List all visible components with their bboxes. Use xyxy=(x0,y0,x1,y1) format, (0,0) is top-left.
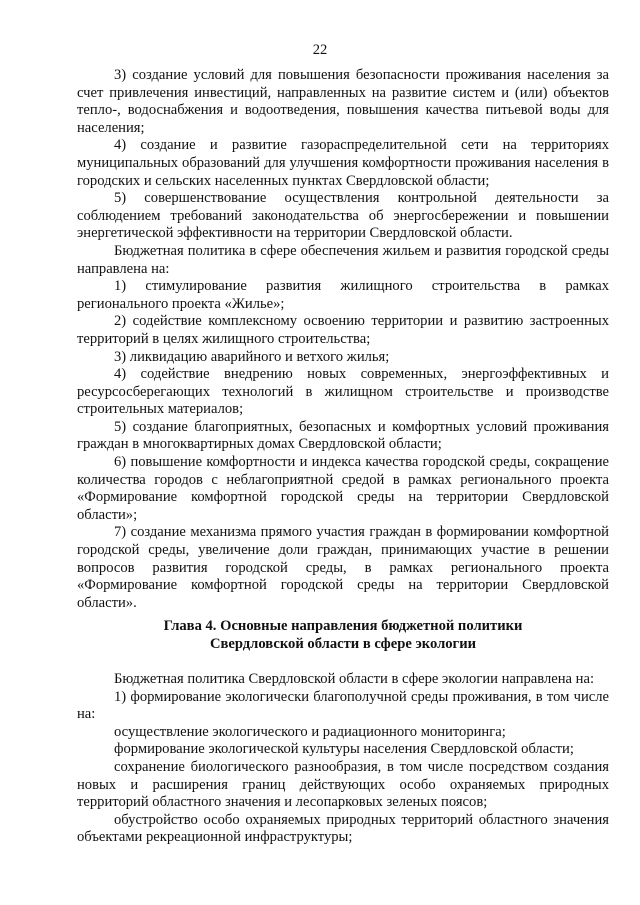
paragraph: 5) совершенствование осуществления контрольной деятельности за соблюдением требований законодательства об энергосбережении и повышении энергетической эффективности на территории Свердловской области. xyxy=(77,190,609,242)
paragraph: формирование экологической культуры населения Свердловской области; xyxy=(114,741,574,758)
paragraph: 1) формирование экологически благополучной среды проживания, в том числе на: xyxy=(77,688,609,723)
paragraph: обустройство особо охраняемых природных территорий областного значения объектами рекреационной инфраструктуры; xyxy=(77,811,609,846)
paragraph: сохранение биологического разнообразия, в том числе посредством создания новых и расширения границ действующих особо охраняемых природных территорий областного значения и лесопарковых зеленых поясов; xyxy=(77,758,609,811)
paragraph: 5) создание благоприятных, безопасных и комфортных условий проживания граждан в многоквартирных домах Свердловской области; xyxy=(77,418,609,453)
chapter-heading-line: Свердловской области в сфере экологии xyxy=(209,635,477,652)
section-energy-housing xyxy=(77,67,609,612)
page-number: 22 xyxy=(312,42,328,58)
chapter-heading-line: Глава 4. Основные направления бюджетной политики xyxy=(163,618,523,634)
paragraph: 6) повышение комфортности и индекса качества городской среды, сокращение количества городов с неблагоприятной средой в рамках регионального проекта «Формирование комфортной городской среды на территории Свердловской области»; xyxy=(77,454,609,523)
section-ecology xyxy=(77,671,609,847)
paragraph: Бюджетная политика Свердловской области в сфере экологии направлена на: xyxy=(114,671,595,687)
paragraph: Бюджетная политика в сфере обеспечения жильем и развития городской среды направлена на: xyxy=(77,242,609,277)
paragraph: 4) содействие внедрению новых современных, энергоэффективных и ресурсосберегающих технологий в жилищном строительстве и производстве строительных материалов; xyxy=(77,366,609,418)
paragraph: 2) содействие комплексному освоению территории и развитию застроенных территорий в целях жилищного строительства; xyxy=(77,313,609,347)
paragraph: 3) ликвидацию аварийного и ветхого жилья; xyxy=(114,348,390,365)
paragraph: 1) стимулирование развития жилищного строительства в рамках регионального проекта «Жилье»; xyxy=(77,278,609,312)
paragraph: 3) создание условий для повышения безопасности проживания населения за счет привлечения инвестиций, направленных на развитие систем и (или) объектов тепло-, водоснабжения и водоотведения, повышения качества питьевой воды для населения; xyxy=(77,67,609,136)
paragraph: 4) создание и развитие газораспределительной сети на территориях муниципальных образований для улучшения комфортности проживания населения в городских и сельских населенных пунктах Свердловской области; xyxy=(77,137,609,189)
paragraph: осуществление экологического и радиационного мониторинга; xyxy=(114,723,506,740)
chapter-heading xyxy=(77,618,609,653)
paragraph: 7) создание механизма прямого участия граждан в формировании комфортной городской среды, увеличение доли граждан, принимающих участие в решении вопросов развития городской среды, в рамках регионального проекта «Формирование комфортной городской среды на территории Свердловской области». xyxy=(77,524,609,611)
